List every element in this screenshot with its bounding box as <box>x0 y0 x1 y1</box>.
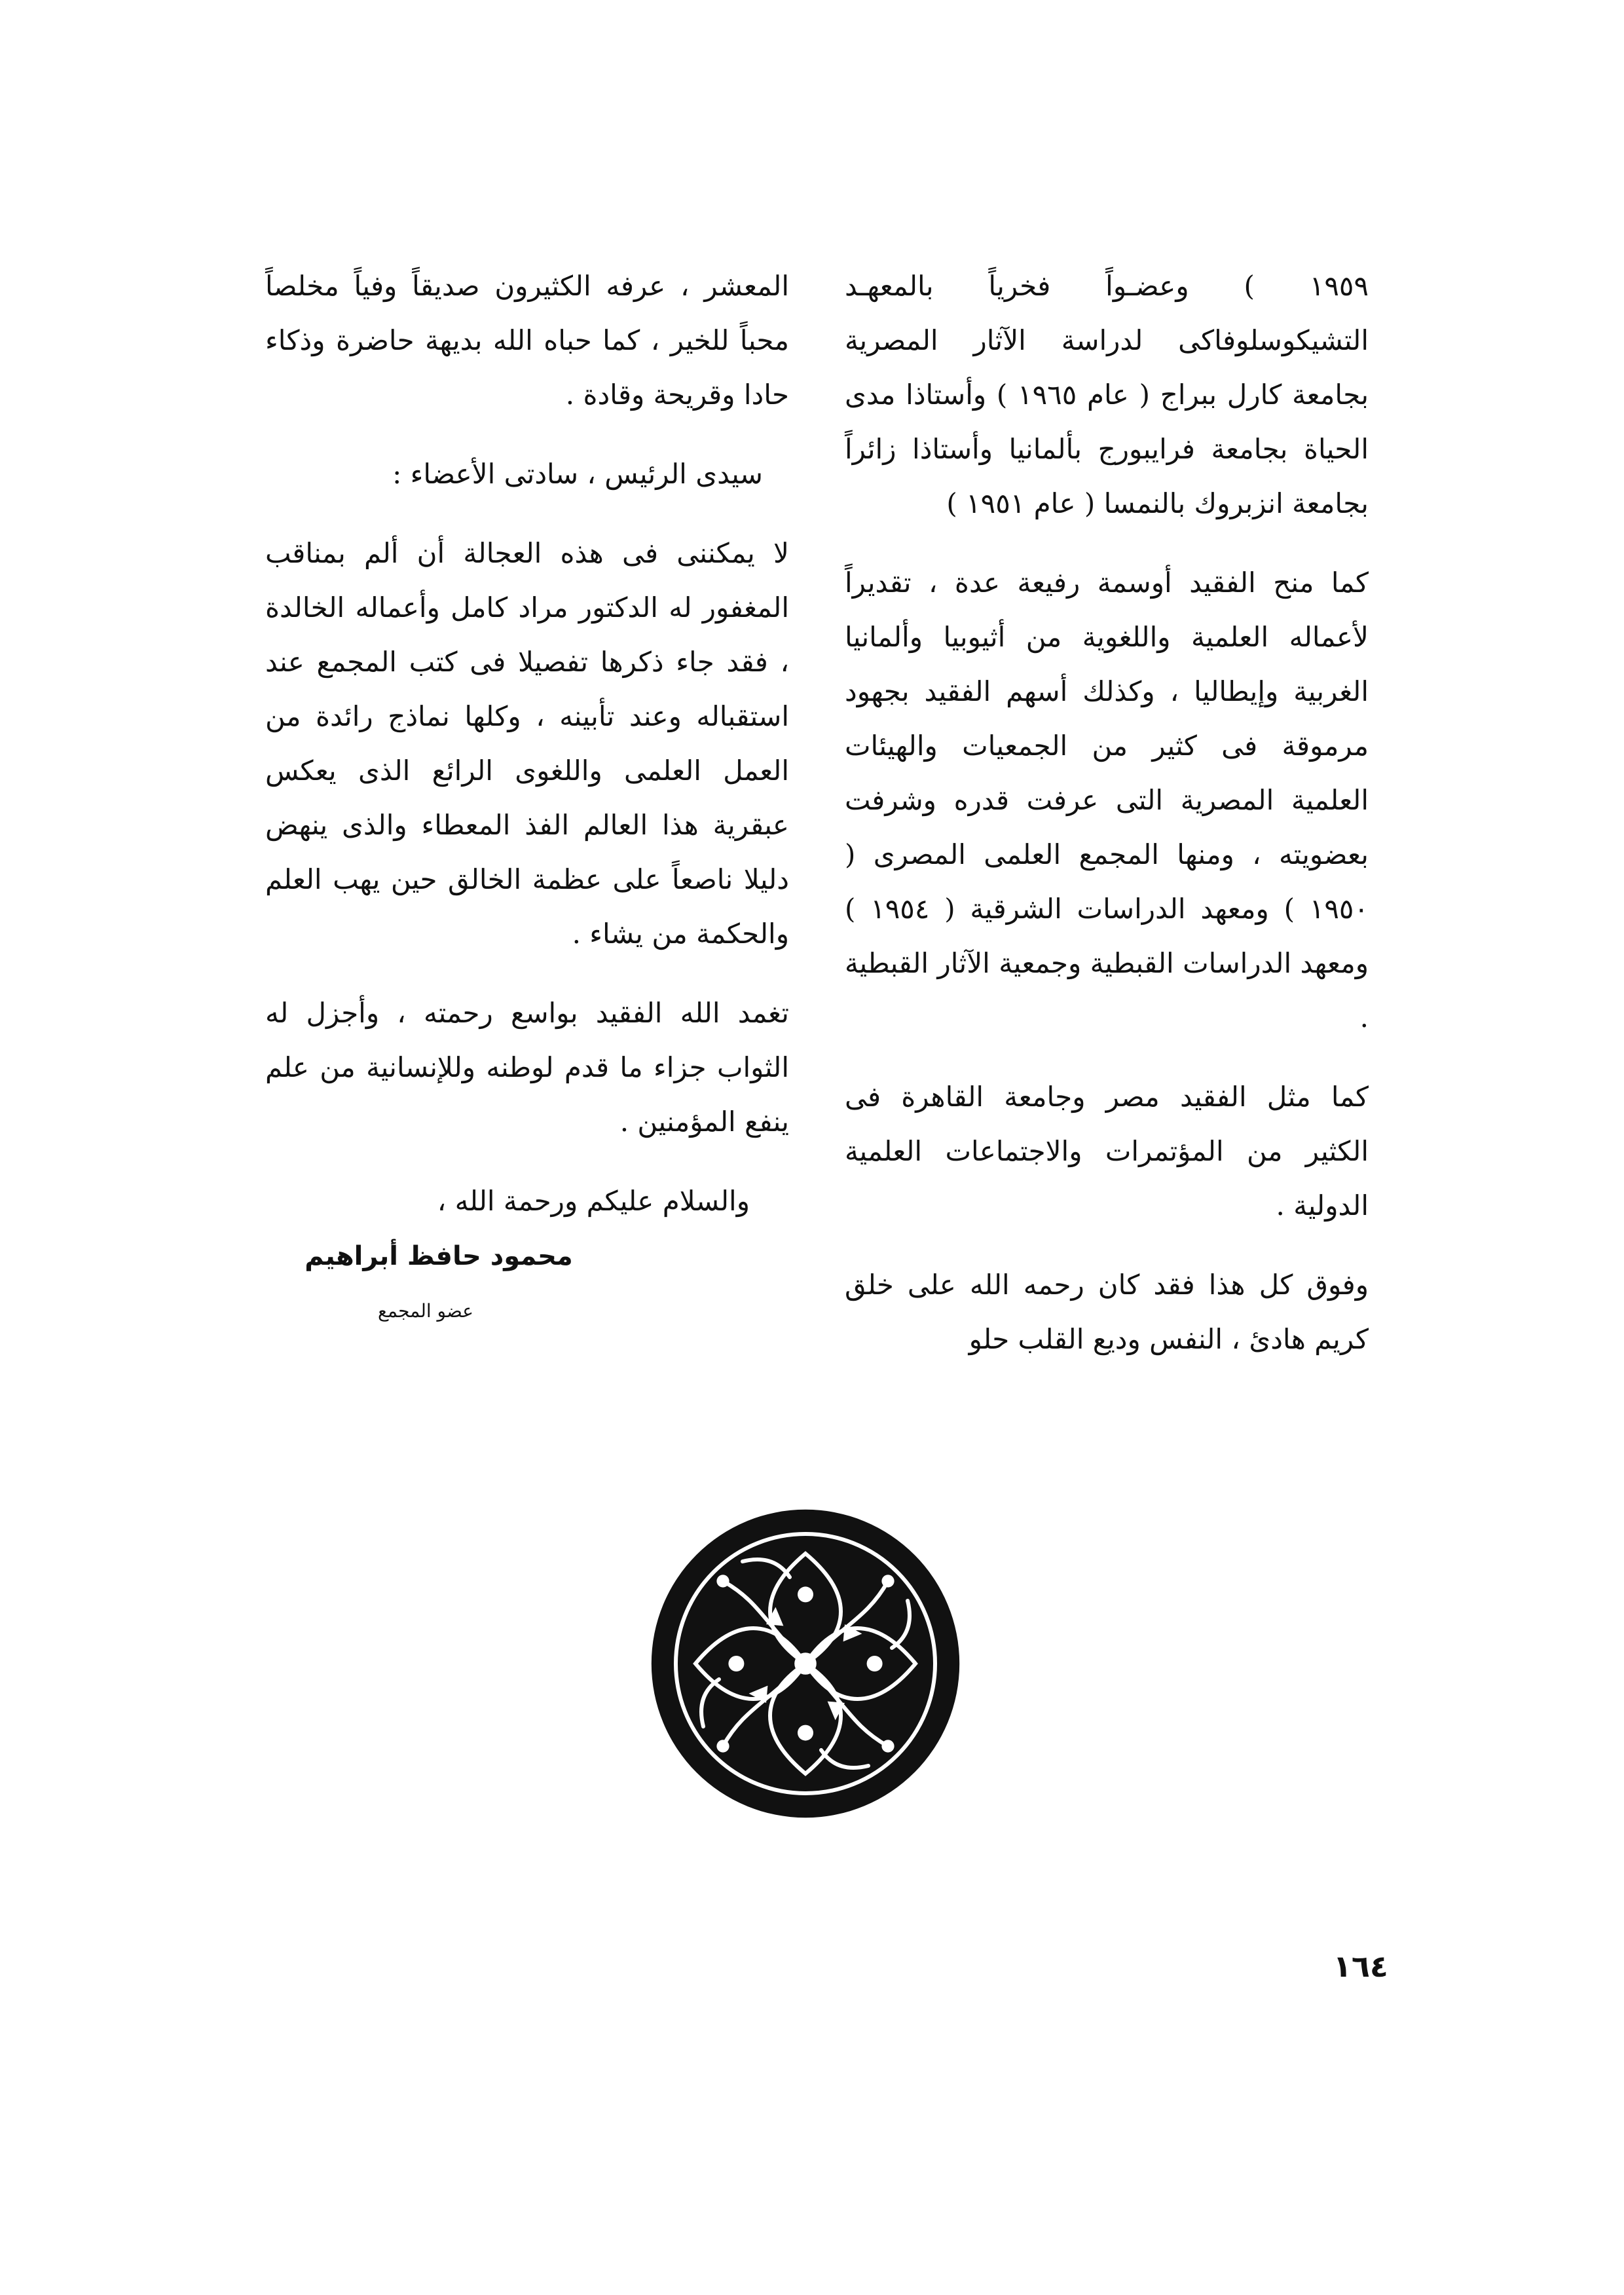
signature-title: عضو المجمع <box>377 1300 473 1322</box>
salutation: سيدى الرئيس ، سادتى الأعضاء : <box>392 458 763 490</box>
left-column <box>265 259 789 1253</box>
page-number: ١٦٤ <box>1333 1949 1388 1984</box>
signature-name: محمود حافظ أبراهيم <box>304 1241 573 1271</box>
arabesque-medallion-icon <box>648 1506 963 1821</box>
right-paragraph-3: كما مثل الفقيد مصر وجامعة القاهرة فى الكثير من المؤتمرات والاجتماعات العلمية الدولية . <box>845 1081 1369 1222</box>
right-column <box>845 259 1369 1391</box>
closing: والسلام عليكم ورحمة الله ، <box>437 1185 750 1217</box>
right-paragraph-1: ١٩٥٩ ) وعضـواً فخرياً بالمعهـد التشيكوسلوفاكى لدراسة الآثار المصرية بجامعة كارل ببراج ( عام ١٩٦٥ ) وأستاذا مدى الحياة بجامعة فرايبورج بألمانيا وأستاذا زائراً بجامعة انزبروك بالنمسا ( عام ١٩٥١ ) <box>845 270 1369 519</box>
left-body: لا يمكننى فى هذه العجالة أن ألم بمناقب المغفور له الدكتور مراد كامل وأعماله الخالدة ، فقد جاء ذكرها تفصيلا فى كتب المجمع عند استقباله وعند تأبينه ، وكلها نماذج رائدة من العمل العلمى واللغوى الرائع الذى يعكس عبقرية هذا العالم الفذ المعطاء والذى ينهض دليلا ناصعاً على عظمة الخالق حين يهب العلم والحكمة من يشاء . <box>265 537 789 950</box>
left-prayer: تغمد الله الفقيد بواسع رحمته ، وأجزل له الثواب جزاء ما قدم لوطنه وللإنسانية من علم ينفع المؤمنين . <box>265 997 789 1138</box>
right-paragraph-2: كما منح الفقيد أوسمة رفيعة عدة ، تقديراً لأعماله العلمية واللغوية من أثيوبيا وألمانيا الغربية وإيطاليا ، وكذلك أسهم الفقيد بجهود مرموقة فى كثير من الجمعيات والهيئات العلمية المصرية التى عرفت قدره وشرفت بعضويته ، ومنها المجمع العلمى المصرى ( ١٩٥٠ ) ومعهد الدراسات الشرقية ( ١٩٥٤ ) ومعهد الدراسات القبطية وجمعية الآثار القبطية . <box>845 567 1369 1034</box>
left-intro: المعشر ، عرفه الكثيرون صديقاً وفياً مخلصاً محباً للخير ، كما حباه الله بديهة حاضرة وذكاء حادا وقريحة وقادة . <box>265 270 789 411</box>
right-paragraph-4: وفوق كل هذا فقد كان رحمه الله على خلق كريم هادئ ، النفس وديع القلب حلو <box>845 1269 1369 1355</box>
